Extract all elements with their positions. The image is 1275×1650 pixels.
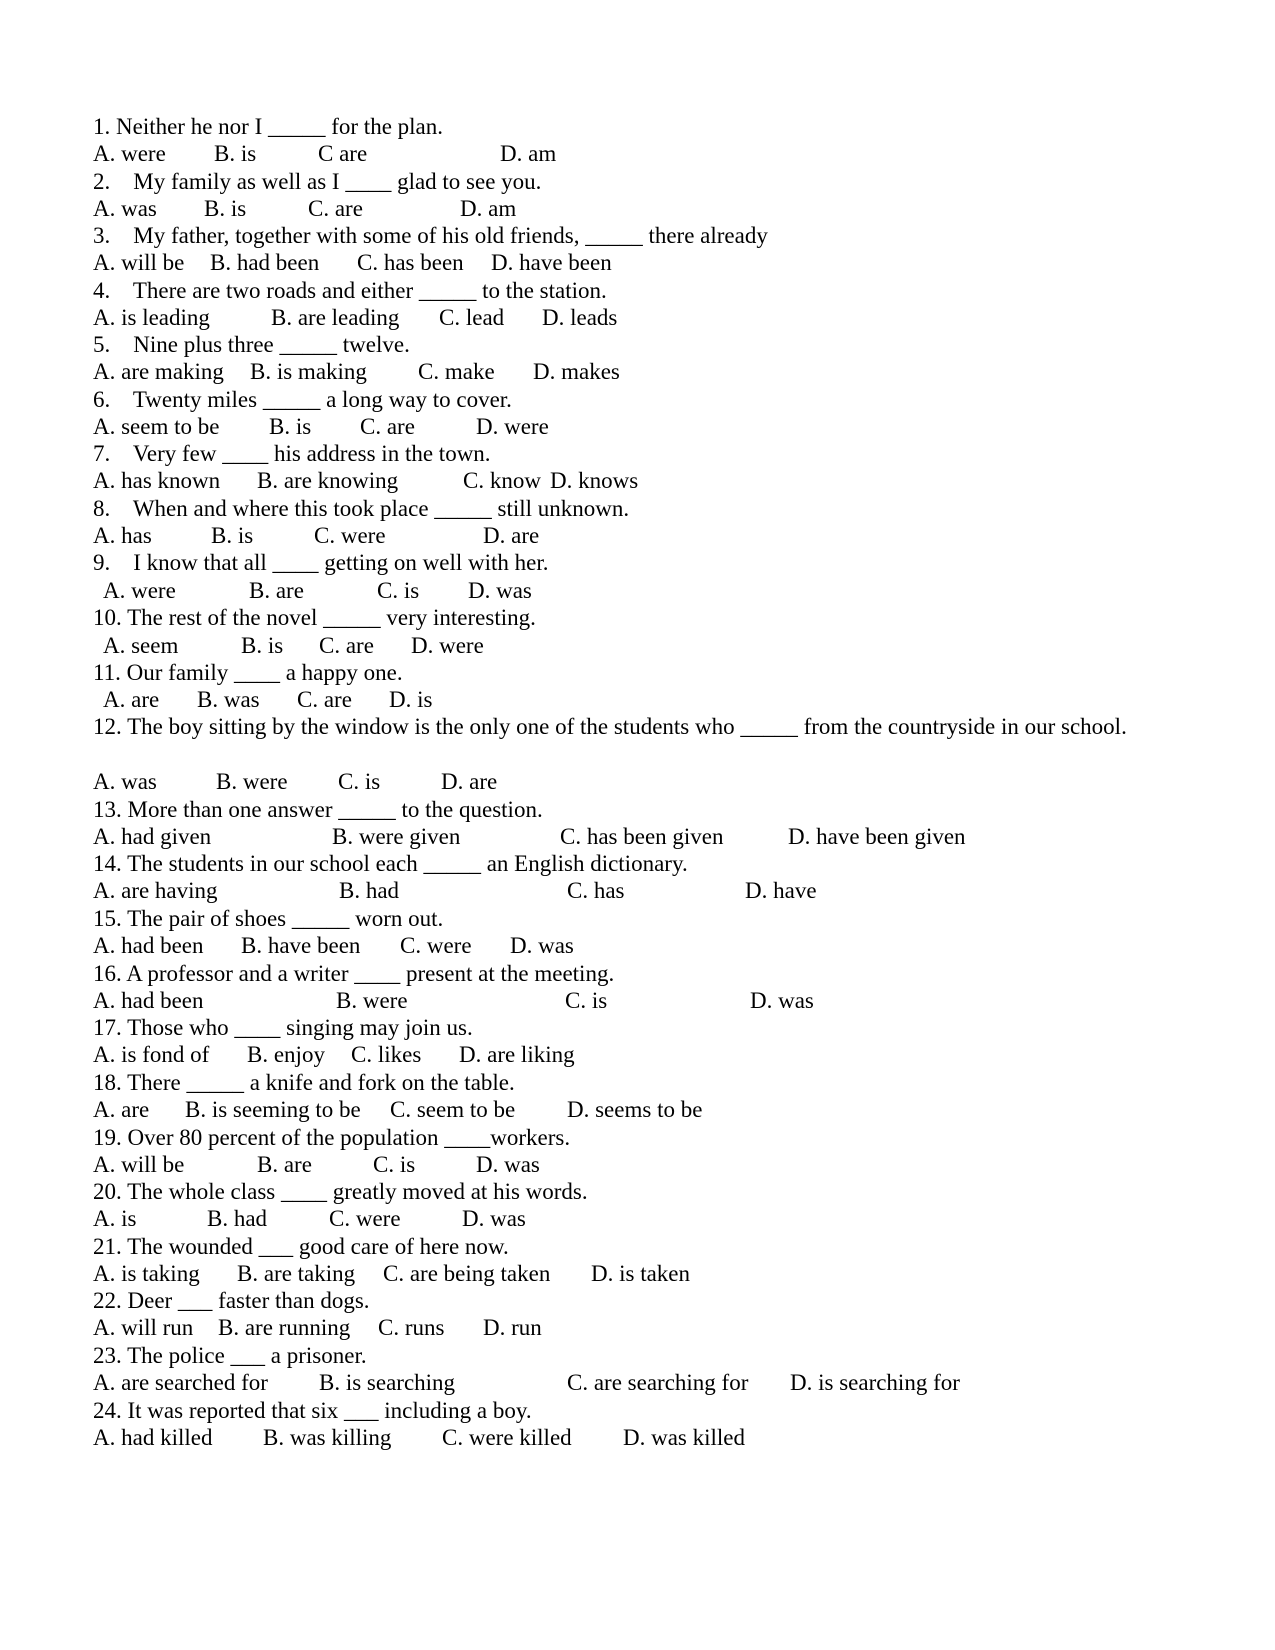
option-a: A. was [93,769,157,794]
option-d: D. am [500,141,557,166]
option-a: A. has known [93,468,221,493]
option-a: A. is fond of [93,1042,210,1067]
option-d: D. are liking [459,1042,575,1067]
option-d: D. was killed [623,1425,746,1450]
option-b: B. is [269,414,312,439]
option-d: D. is searching for [790,1370,960,1395]
option-b: B. are leading [271,305,400,330]
option-a: A. had killed [93,1425,213,1450]
option-b: B. was [197,687,260,712]
option-a: A. are having [93,878,218,903]
question-7: 7. Very few ____ his address in the town. [93,441,491,466]
option-a: A. will be [93,250,185,275]
option-b: B. were [336,988,408,1013]
question-4: 4. There are two roads and either _____ to the station. [93,278,607,303]
option-b: B. is seeming to be [185,1097,361,1122]
option-c: C. lead [439,305,505,330]
question-23: 23. The police ___ a prisoner. [93,1343,367,1368]
option-c: C. are being taken [383,1261,551,1286]
question-9: 9. I know that all ____ getting on well with her. [93,550,549,575]
option-a: A. is taking [93,1261,200,1286]
option-d: D. was [476,1152,540,1177]
option-c: C. were killed [442,1425,572,1450]
option-d: D. was [750,988,814,1013]
option-b: B. is [241,633,284,658]
option-a: A. are [103,687,160,712]
question-12: 12. The boy sitting by the window is the only one of the students who _____ from the countryside in our school. [93,714,1127,739]
question-19: 19. Over 80 percent of the population ____workers. [93,1125,571,1150]
option-a: A. are [93,1097,150,1122]
option-d: D. was [468,578,532,603]
option-b: B. had [207,1206,268,1231]
option-b: B. were [216,769,288,794]
option-c: C. is [565,988,608,1013]
question-2: 2. My family as well as I ____ glad to see you. [93,169,542,194]
question-11: 11. Our family ____ a happy one. [93,660,403,685]
option-a: A. had been [93,933,204,958]
option-c: C. are searching for [567,1370,749,1395]
option-c: C are [318,141,368,166]
option-a: A. had been [93,988,204,1013]
question-1: 1. Neither he nor I _____ for the plan. [93,114,444,139]
option-c: C. are [319,633,374,658]
option-b: B. is [211,523,254,548]
option-b: B. had been [210,250,320,275]
question-22: 22. Deer ___ faster than dogs. [93,1288,370,1313]
option-b: B. is making [250,359,367,384]
option-a: A. were [93,141,166,166]
question-8: 8. When and where this took place _____ still unknown. [93,496,630,521]
option-a: A. is leading [93,305,210,330]
option-a: A. was [93,196,157,221]
question-21: 21. The wounded ___ good care of here now. [93,1234,509,1259]
option-a: A. will run [93,1315,194,1340]
option-d: D. leads [542,305,618,330]
question-20: 20. The whole class ____ greatly moved at his words. [93,1179,588,1204]
option-c: C. is [338,769,381,794]
question-6: 6. Twenty miles _____ a long way to cover. [93,387,512,412]
option-d: D. is taken [591,1261,691,1286]
option-c: C. likes [351,1042,422,1067]
question-3: 3. My father, together with some of his old friends, _____ there already [93,223,768,248]
option-d: D. have been given [788,824,966,849]
question-24: 24. It was reported that six ___ including a boy. [93,1398,532,1423]
question-5: 5. Nine plus three _____ twelve. [93,332,410,357]
option-b: B. have been [241,933,361,958]
option-a: A. seem [103,633,179,658]
option-a: A. is [93,1206,137,1231]
option-a: A. has [93,523,152,548]
option-c: C. make [418,359,495,384]
option-d: D. was [510,933,574,958]
option-d: D. are [441,769,498,794]
option-b: B. were given [332,824,461,849]
option-d: D. were [411,633,484,658]
option-b: B. are taking [237,1261,356,1286]
question-10: 10. The rest of the novel _____ very interesting. [93,605,536,630]
option-d: D. seems to be [567,1097,703,1122]
question-13: 13. More than one answer _____ to the question. [93,797,543,822]
options-24 [93,1424,746,1592]
option-c: C. were [329,1206,401,1231]
option-d: D. am [460,196,517,221]
option-c: C. are [297,687,352,712]
option-c: C. know [463,468,541,493]
option-a: A. had given [93,824,212,849]
option-c: C. has [567,878,625,903]
question-15: 15. The pair of shoes _____ worn out. [93,906,444,931]
option-c: C. runs [378,1315,445,1340]
option-b: B. is [214,141,257,166]
option-d: D. run [483,1315,542,1340]
option-c: C. is [373,1152,416,1177]
question-18: 18. There _____ a knife and fork on the table. [93,1070,515,1095]
option-c: C. are [308,196,363,221]
option-a: A. were [103,578,176,603]
option-a: A. will be [93,1152,185,1177]
option-a: A. are making [93,359,224,384]
question-14: 14. The students in our school each _____ an English dictionary. [93,851,688,876]
option-b: B. is [204,196,247,221]
option-d: D. are [483,523,540,548]
option-b: B. had [339,878,400,903]
option-b: B. are [249,578,304,603]
option-c: C. is [377,578,420,603]
option-d: D. were [476,414,549,439]
option-b: B. is searching [319,1370,456,1395]
option-b: B. are [257,1152,312,1177]
option-d: D. have [745,878,817,903]
option-c: C. are [360,414,415,439]
option-d: D. knows [550,468,639,493]
option-b: B. are knowing [257,468,399,493]
option-c: C. were [314,523,386,548]
option-d: D. was [462,1206,526,1231]
option-d: D. is [389,687,433,712]
option-a: A. are searched for [93,1370,268,1395]
option-b: B. enjoy [247,1042,325,1067]
option-a: A. seem to be [93,414,220,439]
option-d: D. makes [533,359,620,384]
option-c: C. has been given [560,824,724,849]
option-b: B. was killing [263,1425,392,1450]
option-c: C. were [400,933,472,958]
question-16: 16. A professor and a writer ____ present at the meeting. [93,961,615,986]
option-c: C. has been [357,250,464,275]
option-d: D. have been [491,250,612,275]
option-c: C. seem to be [390,1097,516,1122]
question-17: 17. Those who ____ singing may join us. [93,1015,473,1040]
option-b: B. are running [218,1315,351,1340]
